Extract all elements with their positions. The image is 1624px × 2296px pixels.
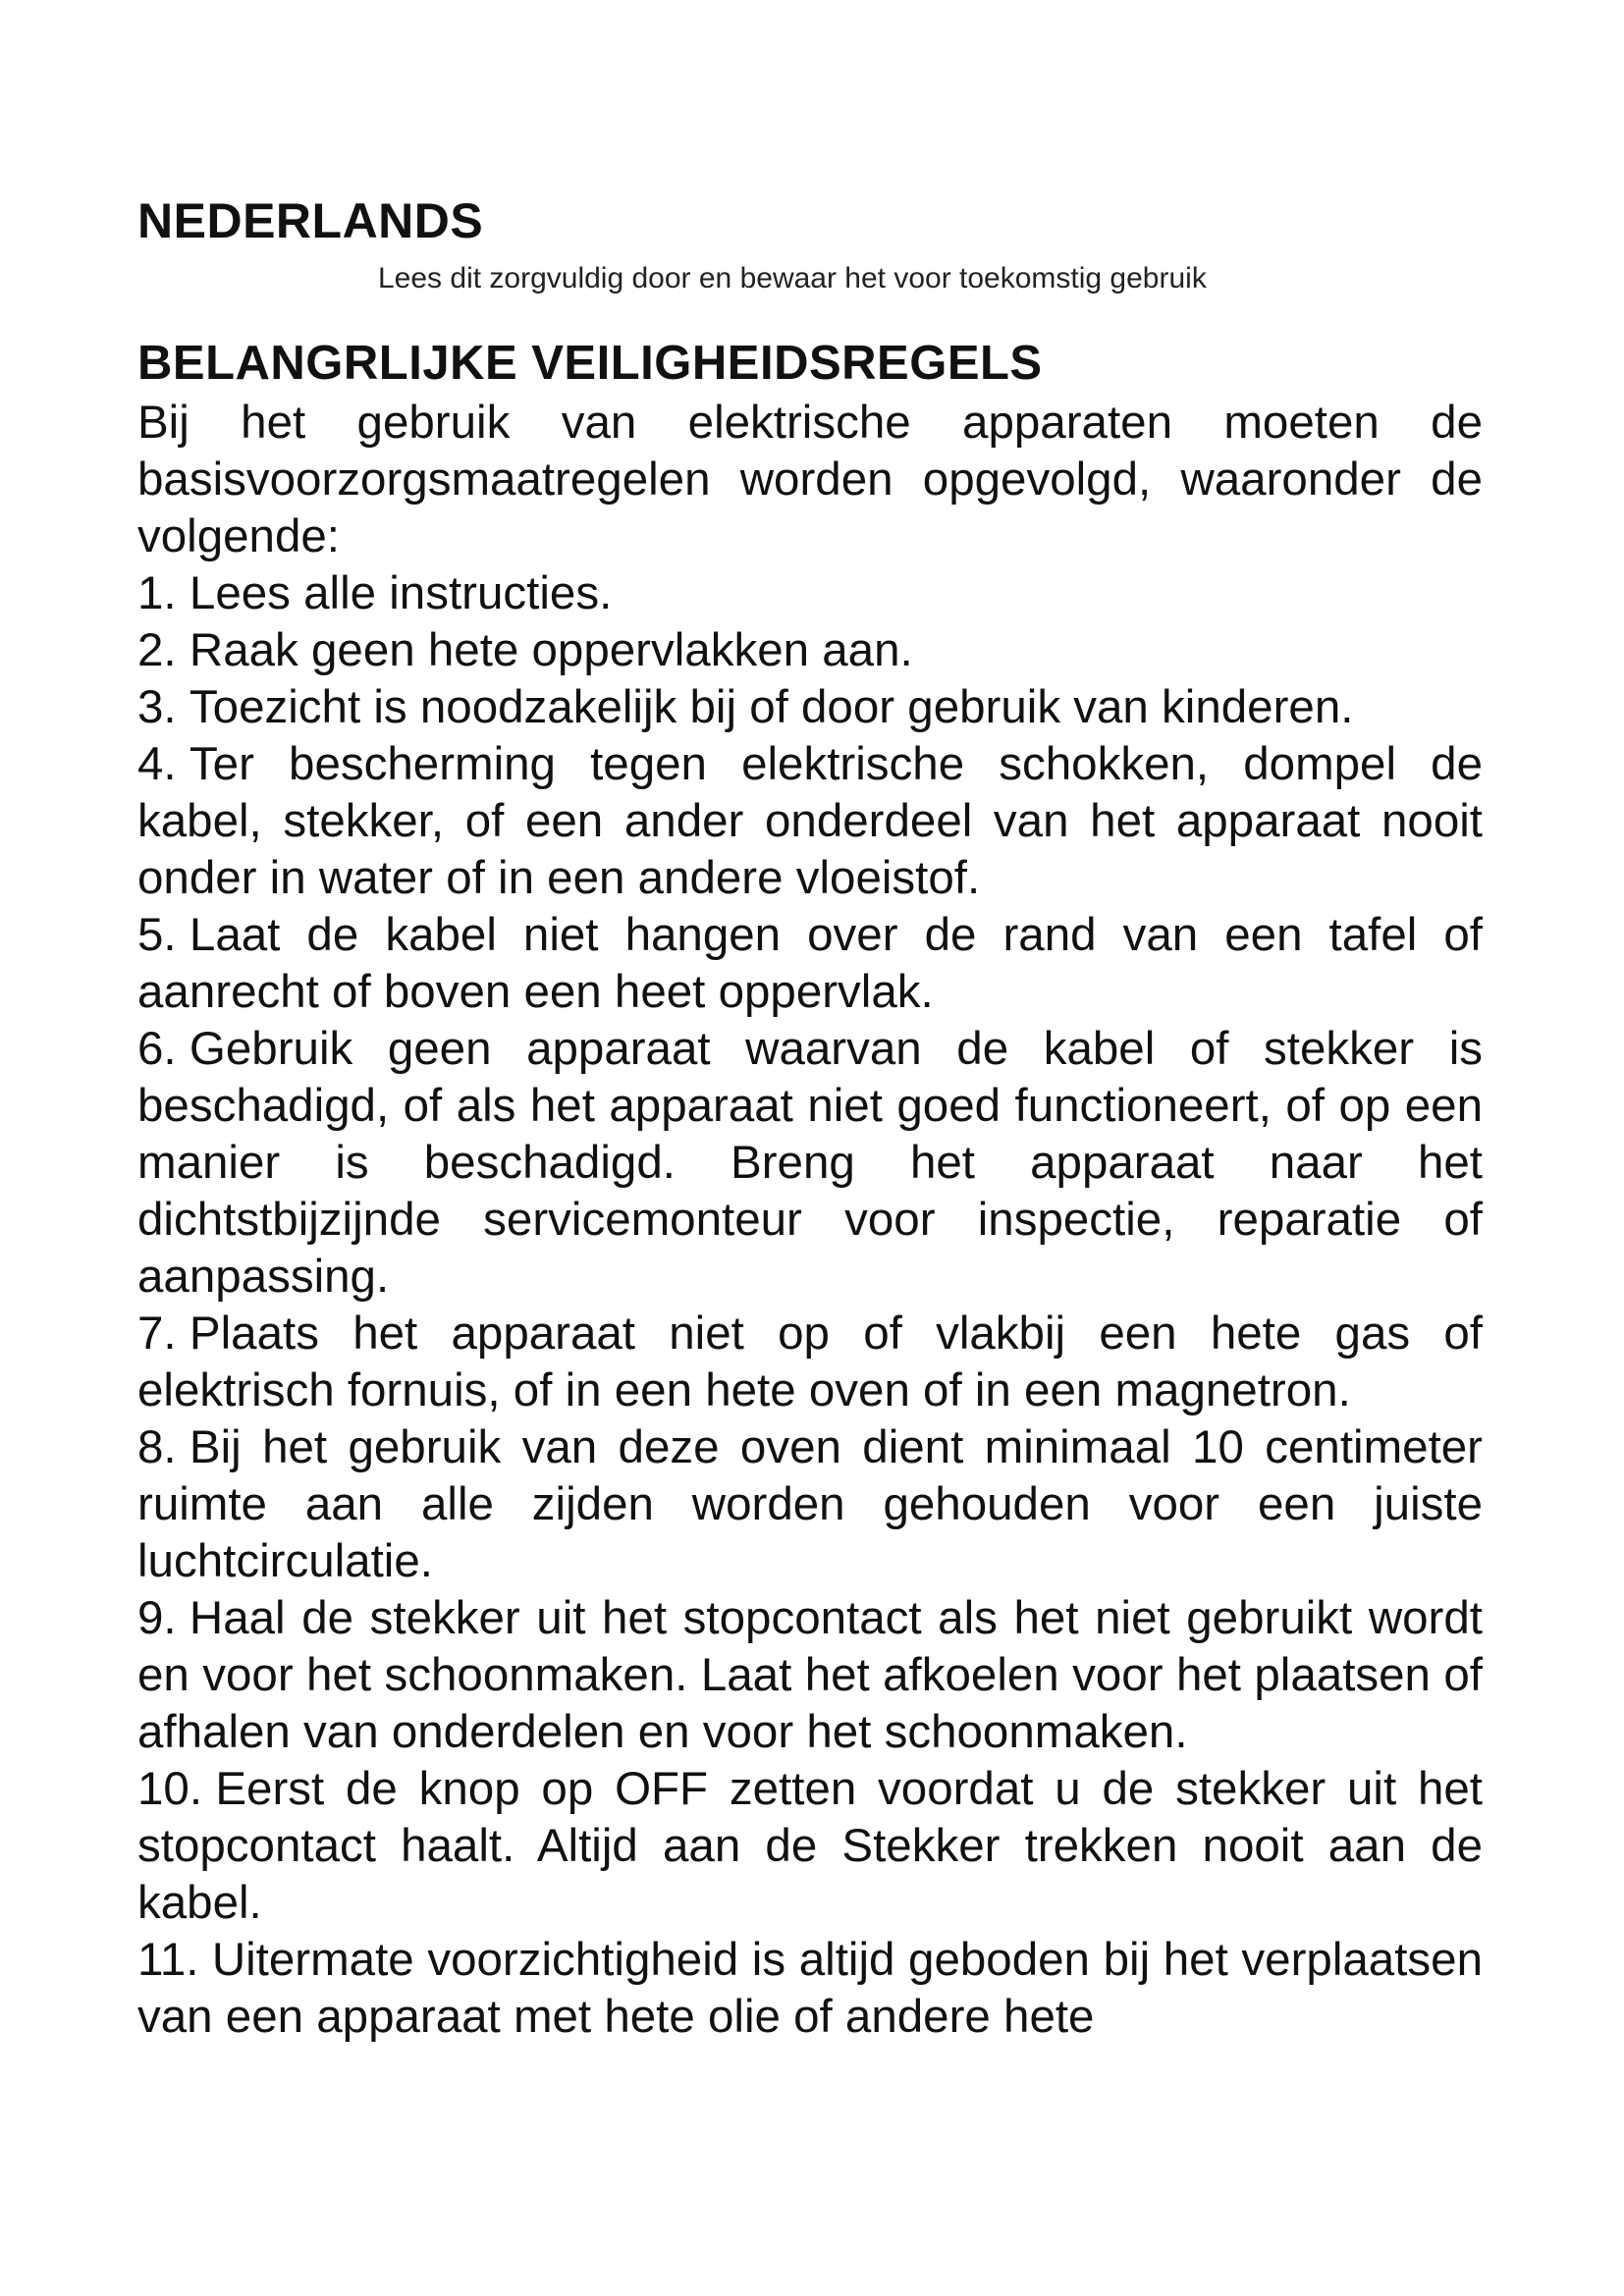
- instruction-item: [137, 907, 1483, 1021]
- instruction-text: Haal de stekker uit het stopcontact als het niet gebruikt wordt en voor het schoonmaken. Laat het afkoelen voor het plaatsen of afhalen van onderdelen en voor het schoonmaken.: [137, 1592, 1483, 1758]
- instruction-item: [137, 679, 1483, 736]
- instruction-item: [137, 1761, 1483, 1932]
- instruction-text: Plaats het apparaat niet op of vlakbij een hete gas of elektrisch fornuis, of in een hete oven of in een magnetron.: [137, 1308, 1483, 1416]
- instruction-item: [137, 1590, 1483, 1761]
- subtitle: Lees dit zorgvuldig door en bewaar het voor toekomstig gebruik: [378, 262, 1207, 294]
- instruction-number: 4.: [137, 738, 177, 790]
- instruction-item: [137, 622, 1483, 679]
- instruction-item: [137, 1306, 1483, 1419]
- instruction-item: [137, 736, 1483, 907]
- instruction-number: 1.: [137, 567, 177, 619]
- instruction-number: 9.: [137, 1592, 177, 1644]
- instruction-list: [137, 565, 1483, 2046]
- instruction-number: 5.: [137, 909, 177, 961]
- section-heading: BELANGRLIJKE VEILIGHEIDSREGELS: [137, 337, 1043, 390]
- instruction-number: 3.: [137, 681, 177, 733]
- language-title: NEDERLANDS: [137, 193, 484, 248]
- instruction-text: Laat de kabel niet hangen over de rand van een tafel of aanrecht of boven een heet oppervlak.: [137, 909, 1483, 1018]
- instruction-text: Gebruik geen apparaat waarvan de kabel of stekker is beschadigd, of als het apparaat niet goed functioneert, of op een manier is beschadigd. Breng het apparaat naar het dichtstbijzijnde servicemonteur voor inspectie, reparatie of aanpassing.: [137, 1023, 1483, 1303]
- instruction-number: 8.: [137, 1421, 177, 1473]
- instruction-item: [137, 1932, 1483, 2046]
- instruction-number: 6.: [137, 1023, 177, 1075]
- safety-text: [137, 395, 1483, 2046]
- instruction-number: 11.: [137, 1934, 199, 1986]
- instruction-text: Ter bescherming tegen elektrische schokken, dompel de kabel, stekker, of een ander onderdeel van het apparaat nooit onder in water of in een andere vloeistof.: [137, 738, 1483, 904]
- instruction-text: Eerst de knop op OFF zetten voordat u de stekker uit het stopcontact haalt. Altijd aan de Stekker trekken nooit aan de kabel.: [137, 1763, 1483, 1929]
- instruction-number: 2.: [137, 624, 177, 676]
- intro-paragraph: Bij het gebruik van elektrische apparaten moeten de basisvoorzorgsmaatregelen worden opgevolgd, waaronder de volgende:: [137, 397, 1483, 562]
- instruction-number: 10.: [137, 1763, 203, 1815]
- instruction-text: Toezicht is noodzakelijk bij of door gebruik van kinderen.: [189, 681, 1354, 733]
- instruction-text: Uitermate voorzichtigheid is altijd geboden bij het verplaatsen van een apparaat met hete olie of andere hete: [137, 1934, 1483, 2043]
- instruction-text: Lees alle instructies.: [189, 567, 613, 619]
- instruction-text: Raak geen hete oppervlakken aan.: [189, 624, 913, 676]
- instruction-item: [137, 1021, 1483, 1306]
- instruction-item: [137, 1419, 1483, 1590]
- instruction-item: [137, 565, 1483, 622]
- instruction-number: 7.: [137, 1308, 177, 1360]
- instruction-text: Bij het gebruik van deze oven dient minimaal 10 centimeter ruimte aan alle zijden worden gehouden voor een juiste luchtcirculatie.: [137, 1421, 1483, 1587]
